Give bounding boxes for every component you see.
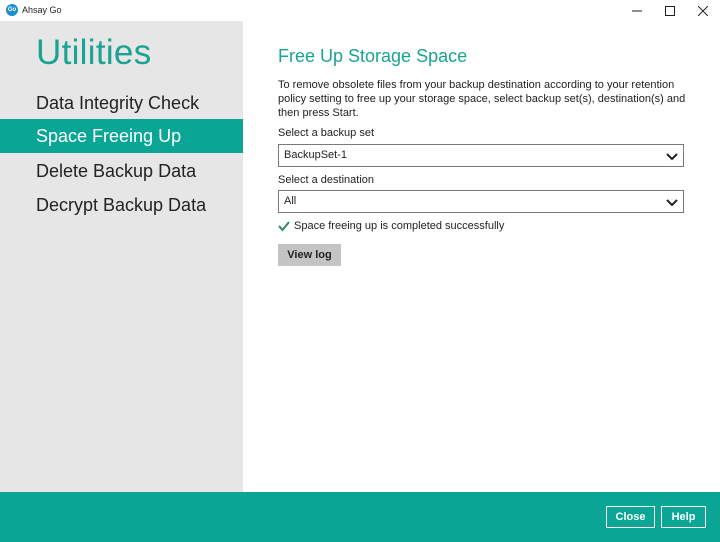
check-icon (278, 220, 290, 232)
page-title: Free Up Storage Space (278, 46, 468, 66)
close-window-icon (698, 6, 708, 16)
window-title: Ahsay Go (22, 5, 62, 15)
backup-set-label: Select a backup set (278, 127, 375, 139)
view-log-button[interactable]: View log (278, 244, 341, 266)
sidebar (0, 21, 243, 492)
main-panel (243, 21, 720, 492)
status-text: Space freeing up is completed successfully (294, 220, 505, 232)
minimize-button[interactable] (620, 0, 654, 21)
title-bar (0, 0, 720, 21)
sidebar-item-delete-backup-data[interactable]: Delete Backup Data (36, 161, 197, 181)
backup-set-select[interactable] (278, 144, 684, 167)
footer-bar (0, 492, 720, 542)
sidebar-item-decrypt-backup-data[interactable]: Decrypt Backup Data (36, 195, 207, 215)
backup-set-value: BackupSet-1 (284, 149, 347, 161)
chevron-down-icon (665, 195, 679, 209)
close-window-button[interactable] (686, 0, 720, 21)
help-button[interactable]: Help (661, 506, 706, 528)
description-text: To remove obsolete files from your backup destination according to your retention policy setting to free up your storage space, select backup set(s), destination(s) and then press Start. (278, 79, 686, 119)
chevron-down-icon (665, 149, 679, 163)
maximize-button[interactable] (653, 0, 687, 21)
destination-label: Select a destination (278, 174, 375, 186)
sidebar-title: Utilities (36, 33, 152, 72)
close-button[interactable]: Close (606, 506, 655, 528)
minimize-icon (632, 6, 642, 16)
app-logo-icon: Go (6, 4, 18, 16)
destination-select[interactable] (278, 190, 684, 213)
sidebar-item-space-freeing-up[interactable]: Space Freeing Up (0, 119, 243, 153)
sidebar-item-data-integrity-check[interactable]: Data Integrity Check (36, 93, 200, 113)
maximize-icon (665, 6, 675, 16)
destination-value: All (284, 195, 297, 207)
status-message (278, 220, 504, 232)
